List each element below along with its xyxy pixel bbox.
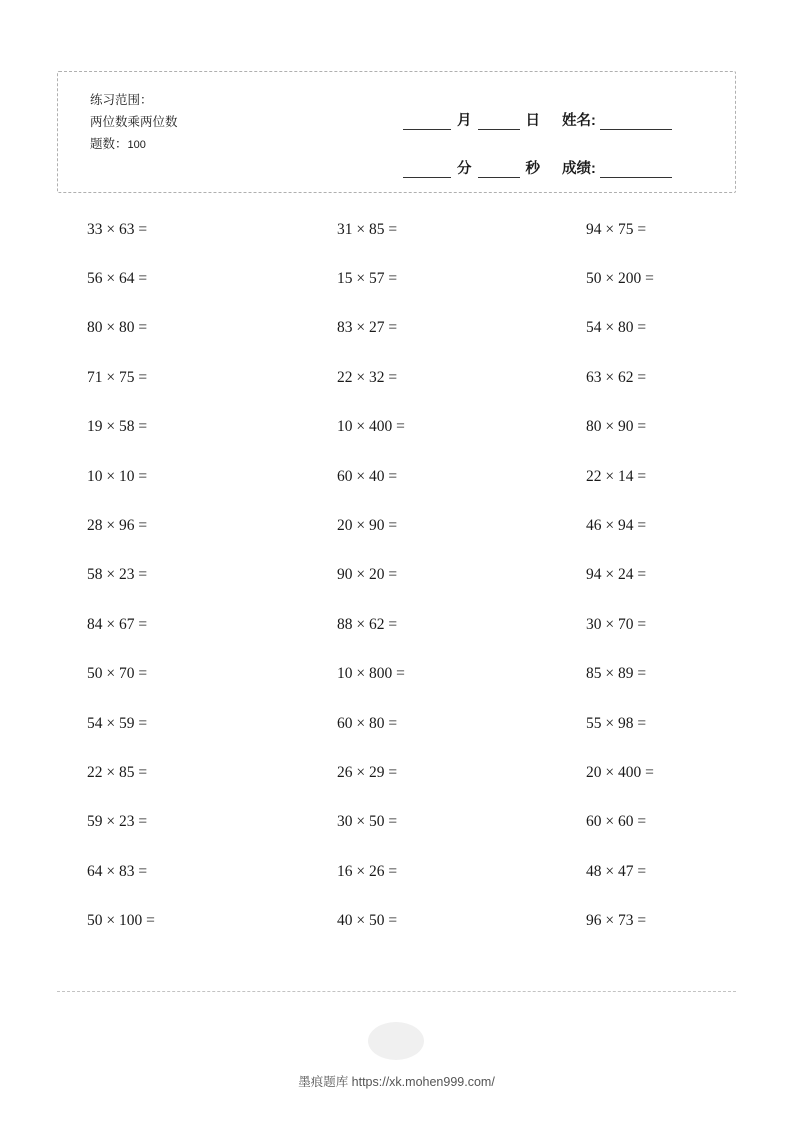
problem-text: 60 × 40 =: [337, 467, 398, 485]
problem-text: 10 × 800 =: [337, 665, 405, 683]
problem-text: 30 × 50 =: [337, 813, 398, 831]
problem-cell: [283, 764, 509, 782]
problem-row: [57, 896, 736, 945]
problem-cell: [57, 764, 283, 782]
problem-cell: [57, 517, 283, 535]
problem-text: 80 × 90 =: [586, 418, 647, 436]
problem-cell: [283, 863, 509, 881]
problem-cell: [57, 221, 283, 239]
problem-cell: [509, 912, 735, 930]
problem-text: 16 × 26 =: [337, 862, 398, 880]
footer-divider: [57, 991, 736, 992]
month-label: 月: [457, 113, 472, 129]
problem-text: 54 × 59 =: [87, 714, 148, 732]
problem-text: 63 × 62 =: [586, 368, 647, 386]
problem-text: 50 × 70 =: [87, 665, 148, 683]
problem-cell: [283, 369, 509, 387]
problem-text: 60 × 80 =: [337, 714, 398, 732]
problem-text: 94 × 75 =: [586, 220, 647, 238]
second-input-blank[interactable]: [478, 164, 520, 178]
minute-input-blank[interactable]: [403, 164, 451, 178]
problem-text: 10 × 400 =: [337, 418, 405, 436]
time-row: [403, 148, 723, 178]
problem-text: 80 × 80 =: [87, 319, 148, 337]
problem-text: 83 × 27 =: [337, 319, 398, 337]
date-name-fields: [403, 100, 723, 178]
score-label: 成绩:: [562, 161, 596, 177]
problem-row: [57, 551, 736, 600]
problem-cell: [283, 221, 509, 239]
problem-text: 88 × 62 =: [337, 615, 398, 633]
problem-text: 85 × 89 =: [586, 665, 647, 683]
problem-text: 31 × 85 =: [337, 220, 398, 238]
name-input-blank[interactable]: [600, 116, 672, 130]
problems-grid: [57, 205, 736, 946]
problem-text: 58 × 23 =: [87, 566, 148, 584]
problem-text: 40 × 50 =: [337, 912, 398, 930]
date-row: [403, 100, 723, 130]
problem-cell: [509, 813, 735, 831]
problem-row: [57, 501, 736, 550]
problem-cell: [57, 665, 283, 683]
problem-cell: [509, 270, 735, 288]
problem-row: [57, 205, 736, 254]
problem-cell: [509, 616, 735, 634]
problem-count-row: [90, 133, 178, 156]
problem-cell: [57, 319, 283, 337]
problem-text: 50 × 200 =: [586, 270, 654, 288]
problem-row: [57, 699, 736, 748]
problem-text: 56 × 64 =: [87, 270, 148, 288]
problem-text: 19 × 58 =: [87, 418, 148, 436]
problem-cell: [509, 665, 735, 683]
problem-text: 90 × 20 =: [337, 566, 398, 584]
problem-row: [57, 650, 736, 699]
problem-row: [57, 353, 736, 402]
problem-text: 71 × 75 =: [87, 368, 148, 386]
problem-text: 50 × 100 =: [87, 912, 155, 930]
second-label: 秒: [525, 161, 540, 177]
problem-row: [57, 254, 736, 303]
problem-cell: [283, 665, 509, 683]
problem-count-label: 题数：: [90, 137, 128, 151]
problem-cell: [509, 517, 735, 535]
problem-row: [57, 847, 736, 896]
problem-row: [57, 600, 736, 649]
practice-range-value: 两位数乘两位数: [90, 115, 178, 129]
problem-cell: [283, 270, 509, 288]
problem-text: 46 × 94 =: [586, 517, 647, 535]
problem-cell: [57, 616, 283, 634]
problem-cell: [509, 221, 735, 239]
problem-text: 26 × 29 =: [337, 763, 398, 781]
day-label: 日: [525, 113, 540, 129]
problem-cell: [509, 863, 735, 881]
problem-cell: [509, 764, 735, 782]
problem-text: 22 × 14 =: [586, 467, 647, 485]
problem-row: [57, 748, 736, 797]
problem-cell: [57, 813, 283, 831]
month-input-blank[interactable]: [403, 116, 451, 130]
footer-logo-placeholder: [368, 1022, 424, 1060]
day-input-blank[interactable]: [478, 116, 520, 130]
problem-text: 33 × 63 =: [87, 220, 148, 238]
problem-cell: [283, 616, 509, 634]
problem-cell: [57, 715, 283, 733]
problem-cell: [57, 369, 283, 387]
watermark-text: 墨痕题库 https://xk.mohen999.com/: [298, 1075, 495, 1089]
problem-cell: [509, 566, 735, 584]
problem-cell: [57, 566, 283, 584]
problem-cell: [283, 517, 509, 535]
problem-text: 30 × 70 =: [586, 615, 647, 633]
problem-text: 55 × 98 =: [586, 714, 647, 732]
problem-cell: [283, 418, 509, 436]
header-info-box: [57, 71, 736, 193]
practice-range-value-row: [90, 111, 178, 133]
problem-cell: [57, 468, 283, 486]
problem-cell: [509, 418, 735, 436]
practice-range-row: [90, 89, 178, 111]
problem-text: 60 × 60 =: [586, 813, 647, 831]
problem-cell: [509, 715, 735, 733]
problem-cell: [283, 912, 509, 930]
problem-cell: [57, 270, 283, 288]
problem-text: 64 × 83 =: [87, 862, 148, 880]
problem-cell: [509, 369, 735, 387]
problem-text: 20 × 400 =: [586, 763, 654, 781]
problem-text: 22 × 85 =: [87, 763, 148, 781]
practice-info: [90, 89, 178, 156]
problem-cell: [283, 319, 509, 337]
problem-row: [57, 452, 736, 501]
problem-cell: [283, 813, 509, 831]
minute-label: 分: [457, 161, 472, 177]
problem-cell: [283, 468, 509, 486]
problem-cell: [57, 912, 283, 930]
problem-cell: [57, 863, 283, 881]
problem-count-value: 100: [127, 139, 146, 151]
problem-text: 10 × 10 =: [87, 467, 148, 485]
practice-range-label: 练习范围：: [90, 93, 153, 107]
problem-cell: [57, 418, 283, 436]
problem-text: 28 × 96 =: [87, 517, 148, 535]
problem-row: [57, 304, 736, 353]
problem-row: [57, 798, 736, 847]
problem-text: 22 × 32 =: [337, 368, 398, 386]
problem-row: [57, 403, 736, 452]
problem-text: 59 × 23 =: [87, 813, 148, 831]
score-input-blank[interactable]: [600, 164, 672, 178]
problem-text: 15 × 57 =: [337, 270, 398, 288]
problem-text: 20 × 90 =: [337, 517, 398, 535]
problem-text: 48 × 47 =: [586, 862, 647, 880]
problem-text: 96 × 73 =: [586, 912, 647, 930]
problem-text: 84 × 67 =: [87, 615, 148, 633]
problem-cell: [509, 319, 735, 337]
problem-text: 54 × 80 =: [586, 319, 647, 337]
problem-text: 94 × 24 =: [586, 566, 647, 584]
name-label: 姓名:: [562, 113, 596, 129]
problem-cell: [509, 468, 735, 486]
problem-cell: [283, 715, 509, 733]
problem-cell: [283, 566, 509, 584]
